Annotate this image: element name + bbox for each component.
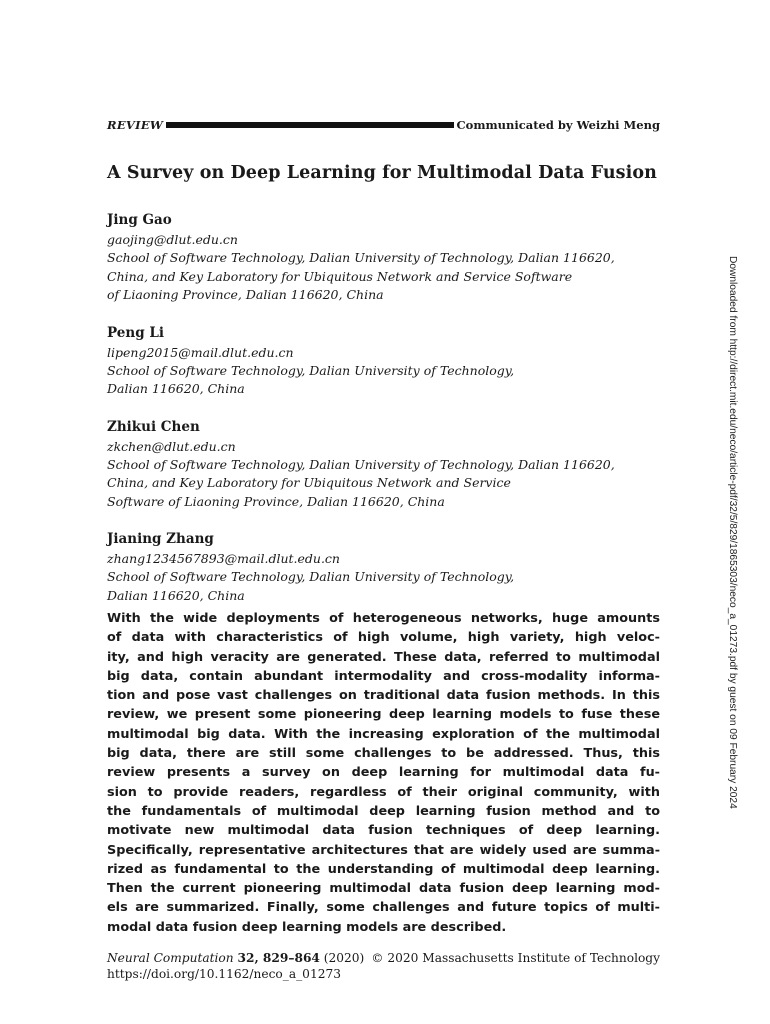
author-list: [107, 209, 667, 622]
author-email[interactable]: zkchen@dlut.edu.cn: [107, 438, 236, 454]
journal-name: Neural Computation: [107, 951, 234, 965]
header-rule: [166, 122, 453, 128]
abstract-line: Specifically, representative architectures that are widely used are summa-: [107, 842, 660, 858]
author-email[interactable]: gaojing@dlut.edu.cn: [107, 232, 238, 247]
abstract-line: big data, there are still some challenges to be addressed. Thus, this: [107, 746, 660, 762]
author-affiliation-line: School of Software Technology, Dalian University of Technology, Dalian 116620,: [107, 250, 615, 265]
author-block: [107, 416, 667, 512]
abstract-line: sion to provide readers, regardless of their original community, with: [107, 784, 660, 800]
abstract: [107, 609, 660, 937]
author-affiliation-line: School of Software Technology, Dalian University of Technology, Dalian 116620,: [107, 456, 615, 472]
publication-year: (2020): [323, 951, 365, 965]
abstract-line: rized as fundamental to the understanding of multimodal deep learning.: [107, 861, 660, 877]
author-affiliation-line: China, and Key Laboratory for Ubiquitous Network and Service Software: [107, 268, 573, 284]
author-email[interactable]: lipeng2015@mail.dlut.edu.cn: [107, 344, 294, 360]
abstract-line: motivate new multimodal data fusion techniques of deep learning.: [107, 823, 660, 839]
author-name: Zhikui Chen: [107, 418, 200, 435]
author-affiliation-line: Dalian 116620, China: [107, 381, 245, 396]
author-affiliation-line: of Liaoning Province, Dalian 116620, China: [107, 287, 384, 302]
author-block: [107, 209, 667, 305]
author-affiliation-line: School of Software Technology, Dalian University of Technology,: [107, 569, 515, 584]
abstract-line: modal data fusion deep learning models are described.: [107, 919, 507, 935]
volume-pages: 32, 829–864: [237, 951, 320, 965]
author-affiliation-line: School of Software Technology, Dalian University of Technology,: [107, 362, 515, 378]
author-affiliation-line: China, and Key Laboratory for Ubiquitous Network and Service: [107, 475, 511, 490]
abstract-line: With the wide deployments of heterogeneous networks, huge amounts: [107, 611, 660, 626]
citation-block: [107, 950, 364, 966]
author-name: Jing Gao: [107, 212, 172, 228]
abstract-line: of data with characteristics of high volume, high variety, high veloc-: [107, 630, 660, 646]
section-header: [107, 116, 660, 134]
abstract-line: Then the current pioneering multimodal data fusion deep learning mod-: [107, 881, 660, 897]
copyright-notice: © 2020 Massachusetts Institute of Technology: [371, 951, 660, 965]
abstract-line: els are summarized. Finally, some challenges and future topics of multi-: [107, 900, 660, 916]
page-footer: [107, 950, 667, 982]
abstract-line: review presents a survey on deep learning for multimodal data fu-: [107, 765, 660, 781]
section-label: REVIEW: [107, 118, 164, 132]
author-block: [107, 322, 667, 399]
author-name: Peng Li: [107, 324, 164, 341]
abstract-line: big data, contain abundant intermodality and cross-modality informa-: [107, 668, 660, 684]
paper-title: A Survey on Deep Learning for Multimodal Data Fusion: [107, 163, 657, 183]
download-watermark-text: Downloaded from http://direct.mit.edu/neco/article-pdf/32/5/829/1865303/neco_a_01273.pdf by guest on 09 February 2024: [727, 256, 738, 809]
download-watermark: [722, 256, 742, 809]
author-affiliation-line: Dalian 116620, China: [107, 587, 245, 603]
author-block: [107, 528, 667, 605]
doi-link[interactable]: https://doi.org/10.1162/neco_a_01273: [107, 967, 341, 981]
abstract-line: review, we present some pioneering deep learning models to fuse these: [107, 707, 660, 723]
abstract-line: tion and pose vast challenges on traditional data fusion methods. In this: [107, 688, 660, 704]
abstract-line: ity, and high veracity are generated. These data, referred to multimodal: [107, 649, 660, 665]
author-email[interactable]: zhang1234567893@mail.dlut.edu.cn: [107, 551, 340, 566]
abstract-line: multimodal big data. With the increasing exploration of the multimodal: [107, 726, 660, 742]
author-name: Jianing Zhang: [107, 531, 214, 547]
abstract-line: the fundamentals of multimodal deep learning fusion method and to: [107, 803, 660, 819]
communicated-by: Communicated by Weizhi Meng: [456, 118, 660, 132]
author-affiliation-line: Software of Liaoning Province, Dalian 116620, China: [107, 493, 445, 509]
